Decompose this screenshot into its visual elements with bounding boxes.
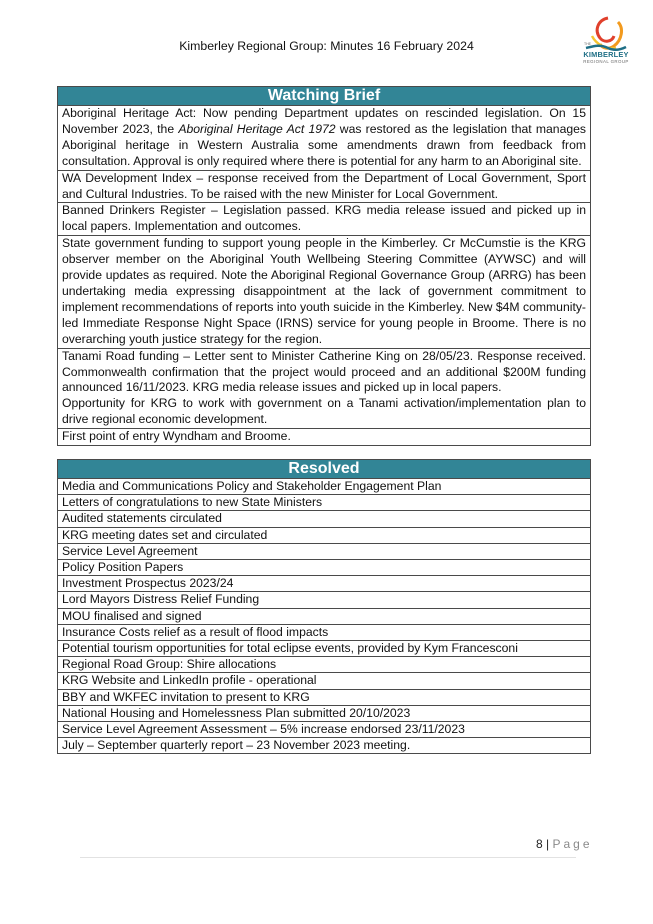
logo-subtitle: REGIONAL GROUP [583,59,629,64]
wa-development-index-cell: WA Development Index – response received from the Department of Local Government, Sport and Cultural Industries. To be raised with the new Minister for Local Government. [58,170,591,203]
resolved-table [57,459,591,754]
resolved-item: Regional Road Group: Shire allocations [58,657,591,673]
table-row [58,236,591,348]
table-row [58,560,591,576]
watching-brief-heading: Watching Brief [58,87,591,106]
table-row [58,592,591,608]
page-label: Page [552,837,593,851]
resolved-item: KRG meeting dates set and circulated [58,527,591,543]
logo-wordmark: KIMBERLEY [583,50,629,59]
table-row [58,641,591,657]
table-row [58,170,591,203]
resolved-heading: Resolved [58,460,591,479]
svg-text:THE: THE [584,42,591,46]
table-row [58,543,591,559]
tanami-road-cell [58,348,591,429]
table-row [58,722,591,738]
resolved-item: Service Level Agreement [58,543,591,559]
page-separator: | [546,837,550,851]
resolved-item: Potential tourism opportunities for total eclipse events, provided by Kym Francesconi [58,641,591,657]
table-row [58,203,591,236]
resolved-item: Policy Position Papers [58,560,591,576]
resolved-item: Investment Prospectus 2023/24 [58,576,591,592]
table-row [58,106,591,171]
resolved-item: MOU finalised and signed [58,608,591,624]
resolved-item: Letters of congratulations to new State Ministers [58,495,591,511]
page-number-footer [536,837,593,851]
footer-divider [80,857,576,858]
table-row [58,576,591,592]
tanami-opportunity-text: Opportunity for KRG to work with government on a Tanami activation/implementation plan to drive regional economic development. [62,396,586,427]
table-row [58,429,591,446]
table-row [58,705,591,721]
table-header-row [58,87,591,106]
resolved-item: BBY and WKFEC invitation to present to KRG [58,689,591,705]
resolved-item: July – September quarterly report – 23 November 2023 meeting. [58,738,591,754]
watching-brief-table [57,86,591,446]
table-row [58,608,591,624]
page-number: 8 [536,837,543,851]
aha-act-title: Aboriginal Heritage Act 1972 [178,121,336,136]
table-row [58,495,591,511]
table-row [58,348,591,429]
table-row [58,689,591,705]
resolved-item: KRG Website and LinkedIn profile - operational [58,673,591,689]
first-point-of-entry-cell: First point of entry Wyndham and Broome. [58,429,591,446]
table-row [58,527,591,543]
resolved-item: National Housing and Homelessness Plan submitted 20/10/2023 [58,705,591,721]
resolved-item: Insurance Costs relief as a result of flood impacts [58,624,591,640]
banned-drinkers-register-cell: Banned Drinkers Register – Legislation passed. KRG media release issued and picked up in local papers. Implementation and outcomes. [58,203,591,236]
resolved-item: Media and Communications Policy and Stakeholder Engagement Plan [58,479,591,495]
aboriginal-heritage-act-cell [58,106,591,171]
document-header-title: Kimberley Regional Group: Minutes 16 February 2024 [179,39,474,53]
table-row [58,479,591,495]
aha-text-after: was restored as the legislation that manages Aboriginal heritage in Western Australia some amendments drawn from feedback from consultation. Approval is only required where there is potential for any harm to an Aboriginal site. [62,121,586,168]
table-row [58,738,591,754]
youth-funding-cell: State government funding to support young people in the Kimberley. Cr McCumstie is the KRG observer member on the Aboriginal Youth Wellbeing Steering Committee (AYWSC) and will provide updates as required. Note the Aboriginal Regional Governance Group (ARRG) has been undertaking media expressing disappointment at the lack of government commitment to implement recommendations of reports into youth suicide in the Kimberley. New $4M community-led Immediate Response Night Space (IRNS) service for young people in Broome. There is no overarching youth justice strategy for the region. [58,236,591,348]
table-row [58,673,591,689]
table-row [58,511,591,527]
resolved-item: Lord Mayors Distress Relief Funding [58,592,591,608]
tanami-funding-text: Tanami Road funding – Letter sent to Minister Catherine King on 28/05/23. Response received. Commonwealth confirmation that the project would proceed and an additional $200M funding announced 16/11/2023. KRG media release issues and picked up in local papers. [62,348,586,395]
table-row [58,624,591,640]
table-row [58,657,591,673]
aha-text-before: Aboriginal Heritage Act: Now pending Department updates on rescinded legislation. On 15 November 2023, the [62,106,586,136]
resolved-item: Service Level Agreement Assessment – 5% increase endorsed 23/11/2023 [58,722,591,738]
table-header-row [58,460,591,479]
resolved-item: Audited statements circulated [58,511,591,527]
